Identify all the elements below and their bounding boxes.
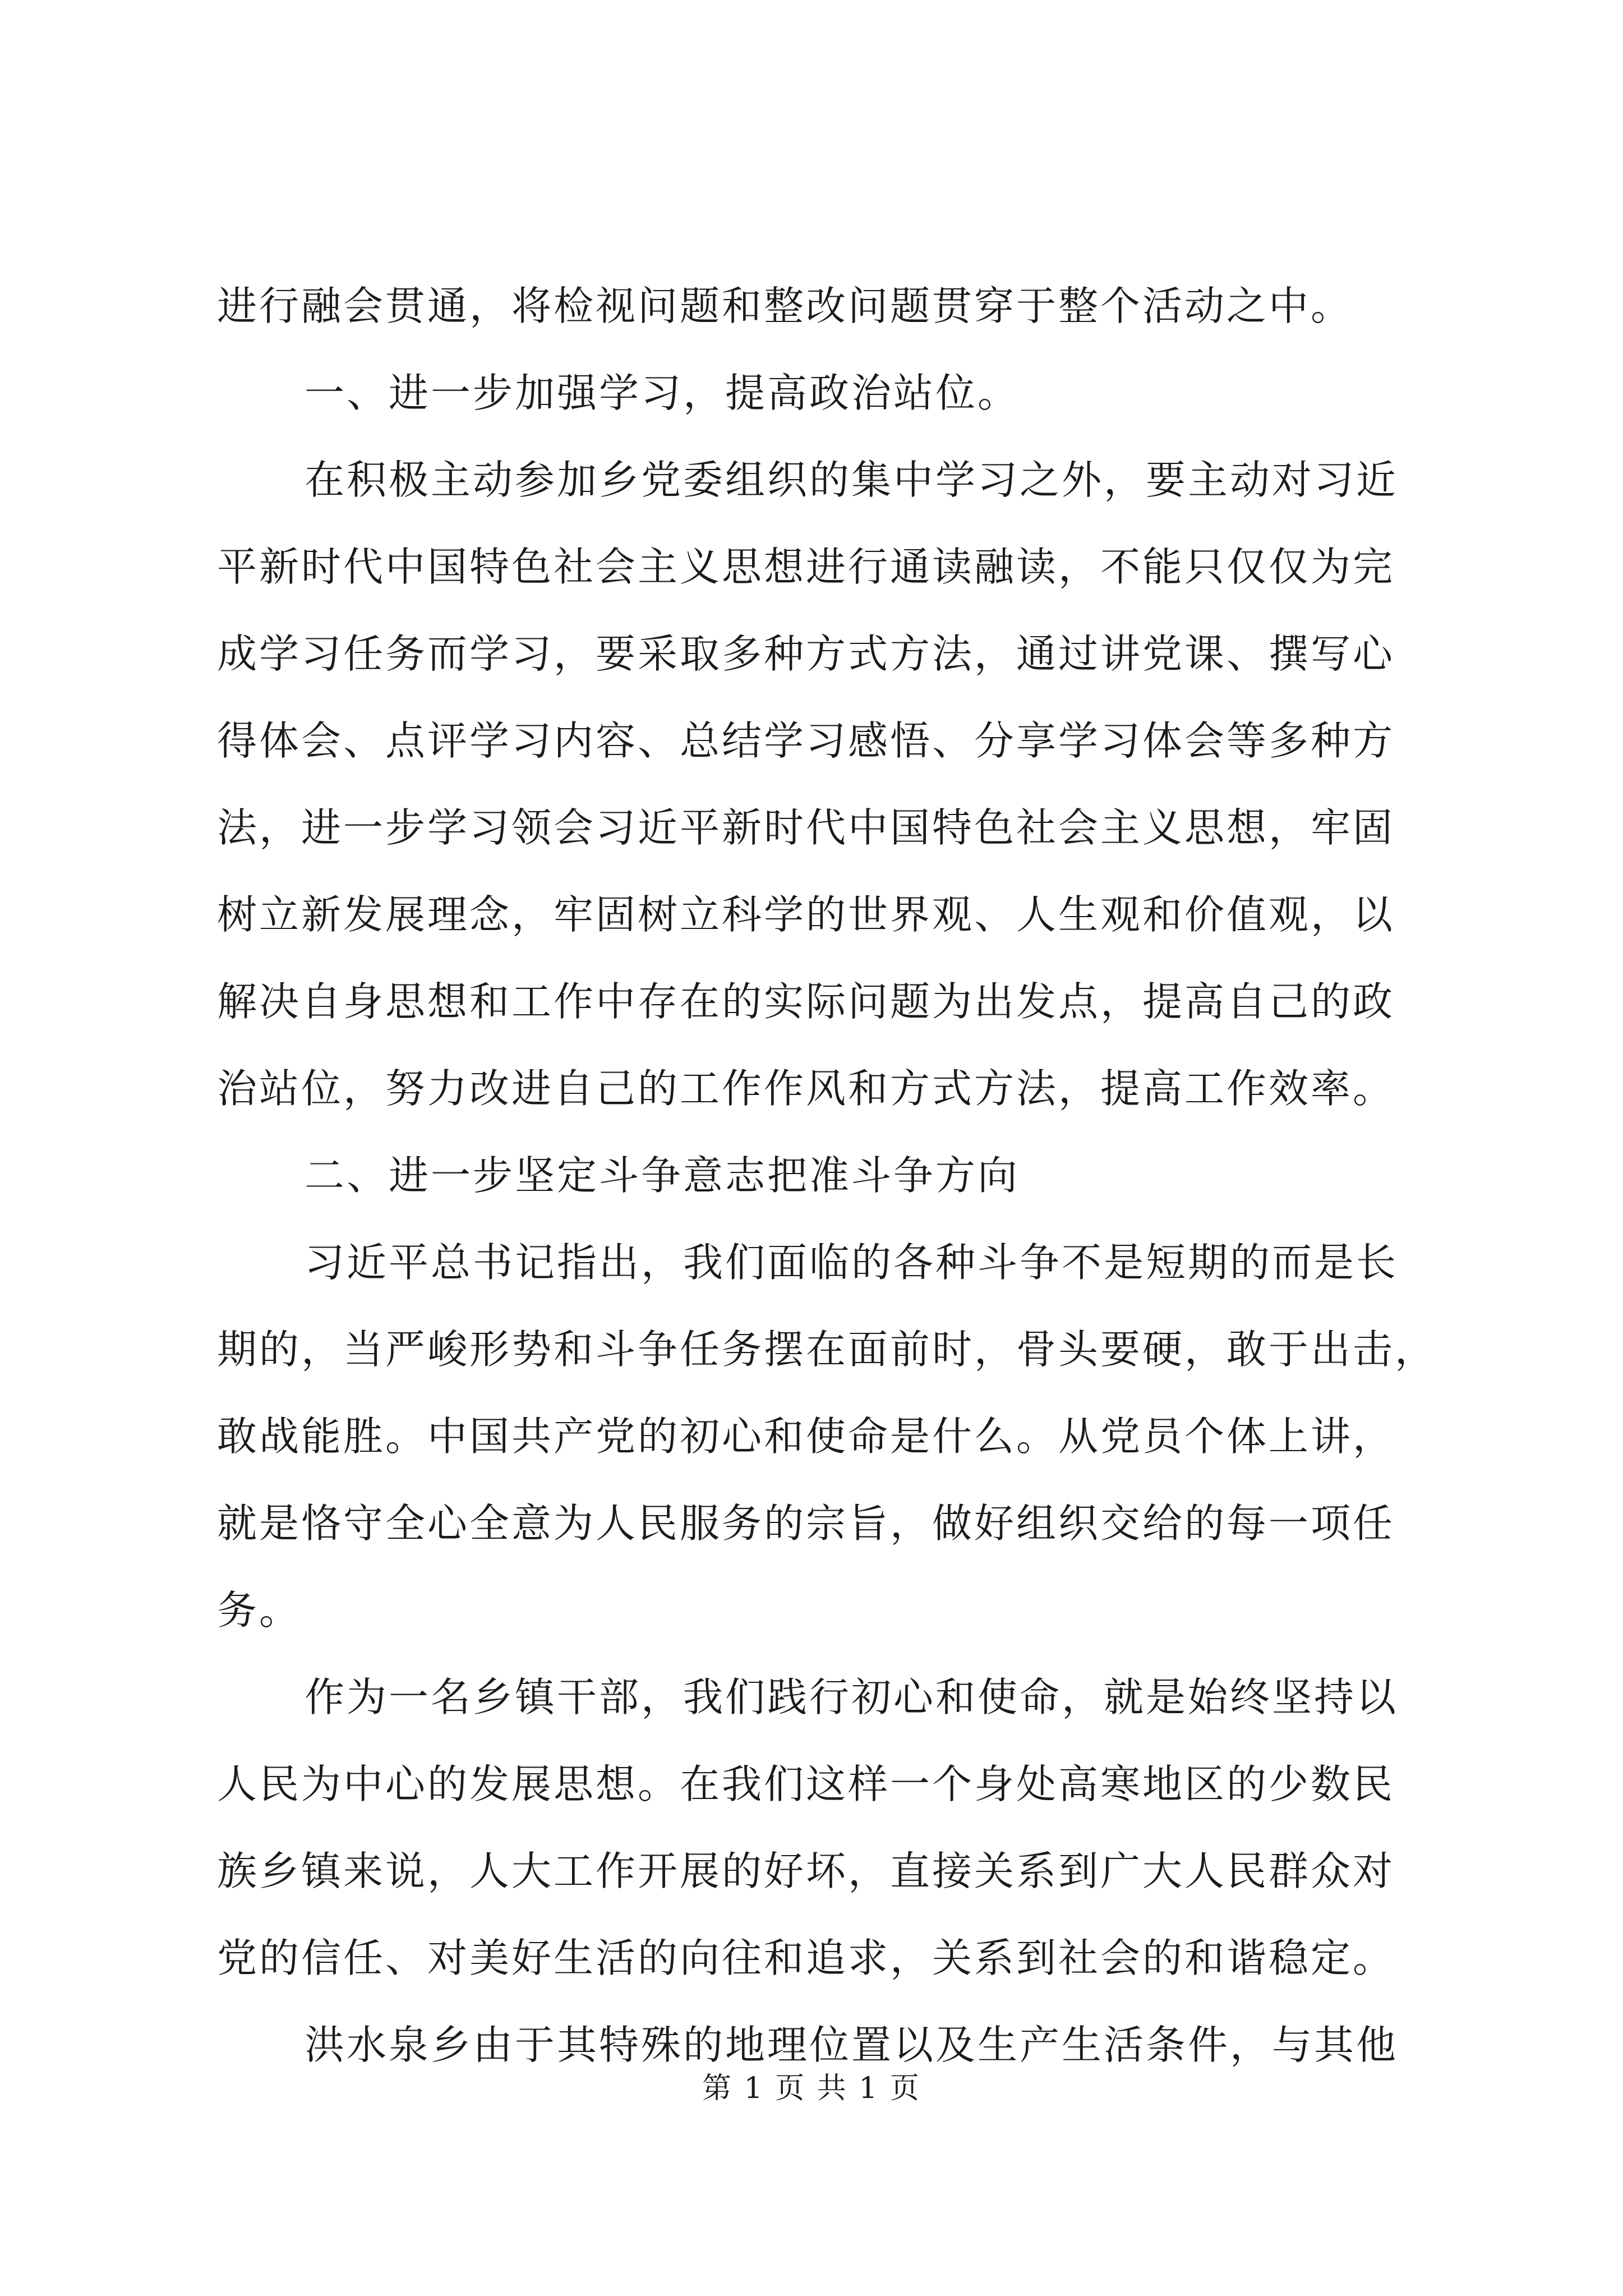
- body-line: 在积极主动参加乡党委组织的集中学习之外，要主动对习近: [305, 457, 1399, 503]
- document-body: [217, 263, 1437, 2088]
- body-line: 人民为中心的发展思想。在我们这样一个身处高寒地区的少数民: [217, 1761, 1395, 1807]
- body-line: 习近平总书记指出，我们面临的各种斗争不是短期的而是长: [305, 1239, 1399, 1286]
- body-line: 树立新发展理念，牢固树立科学的世界观、人生观和价值观，以: [217, 891, 1395, 938]
- body-line: 法，进一步学习领会习近平新时代中国特色社会主义思想，牢固: [217, 804, 1395, 851]
- body-line: 得体会、点评学习内容、总结学习感悟、分享学习体会等多种方: [217, 717, 1395, 764]
- body-line: 平新时代中国特色社会主义思想进行通读融读，不能只仅仅为完: [217, 544, 1395, 590]
- body-line: 作为一名乡镇干部，我们践行初心和使命，就是始终坚持以: [305, 1674, 1399, 1720]
- section-heading-1: 一、进一步加强学习，提高政治站位。: [305, 370, 1020, 416]
- body-line: 务。: [217, 1587, 302, 1634]
- body-line: 党的信任、对美好生活的向往和追求，关系到社会的和谐稳定。: [217, 1935, 1395, 1981]
- body-line: 敢战能胜。中国共产党的初心和使命是什么。从党员个体上讲，: [217, 1413, 1395, 1460]
- body-line: 成学习任务而学习，要采取多种方式方法，通过讲党课、撰写心: [217, 631, 1395, 677]
- body-line: 洪水泉乡由于其特殊的地理位置以及生产生活条件，与其他: [305, 2022, 1399, 2068]
- body-line: 就是恪守全心全意为人民服务的宗旨，做好组织交给的每一项任: [217, 1500, 1395, 1547]
- body-line: 解决自身思想和工作中存在的实际问题为出发点，提高自己的政: [217, 978, 1395, 1025]
- section-heading-2: 二、进一步坚定斗争意志把准斗争方向: [305, 1152, 1020, 1199]
- page-number-footer: 第 1 页 共 1 页: [702, 2072, 921, 2105]
- body-line: 治站位，努力改进自己的工作作风和方式方法，提高工作效率。: [217, 1065, 1395, 1112]
- body-line: 族乡镇来说，人大工作开展的好坏，直接关系到广大人民群众对: [217, 1848, 1395, 1894]
- body-line: 期的，当严峻形势和斗争任务摆在面前时，骨头要硬，敢于出击，: [217, 1326, 1437, 1373]
- body-line: 进行融会贯通，将检视问题和整改问题贯穿于整个活动之中。: [217, 283, 1353, 329]
